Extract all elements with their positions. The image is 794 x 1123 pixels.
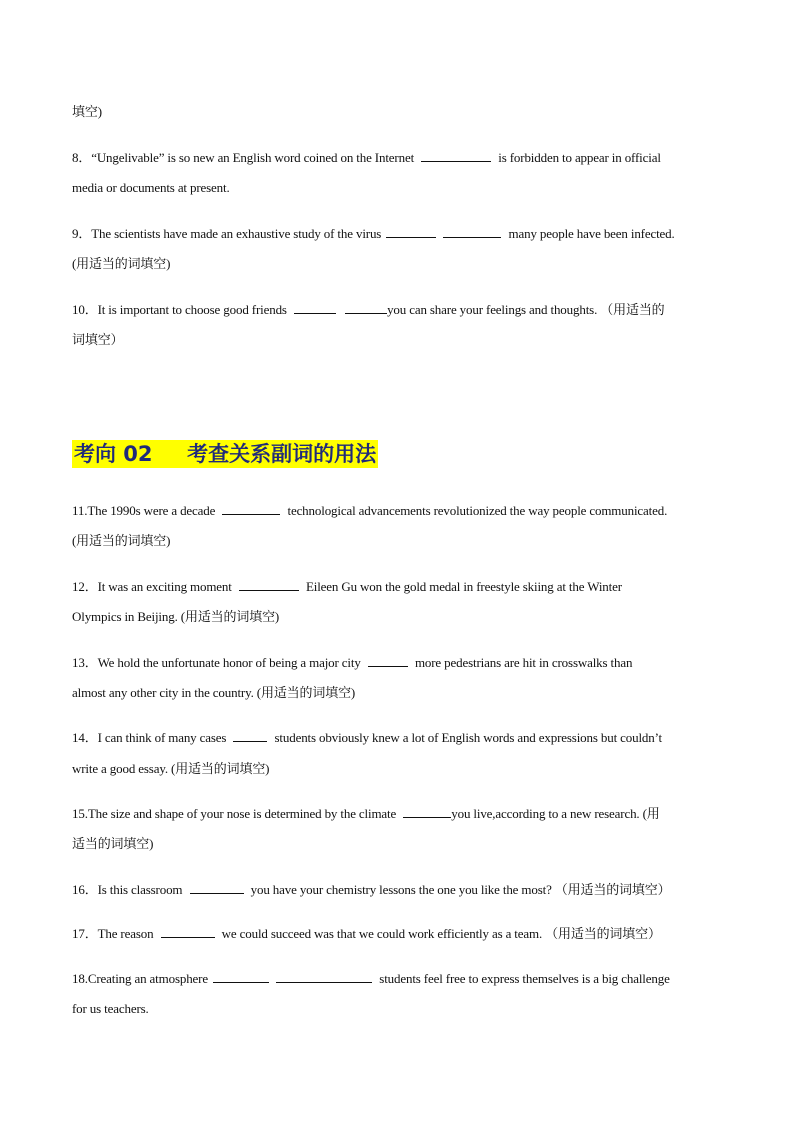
question-text: I can think of many cases [97,730,227,745]
question-text: The 1990s were a decade [87,503,216,518]
section-label: 考向 02 [74,442,153,466]
question-text: technological advancements revolutionized the way people communicated. [287,503,668,518]
question-text: students feel free to express themselves is a big challenge [379,971,670,986]
question-text: many people have been infected. [508,226,675,241]
answer-blank[interactable] [239,578,299,591]
question-12-cont: Olympics in Beijing. (用适当的词填空) [72,609,280,624]
question-8-cont: media or documents at present. [72,180,230,195]
answer-blank[interactable] [443,225,501,238]
question-number: 9． [72,226,92,241]
question-14-cont: write a good essay. (用适当的词填空) [72,761,270,776]
answer-blank[interactable] [276,970,372,983]
question-11-cont: (用适当的词填空) [72,533,171,548]
question-text: students obviously knew a lot of English words and expressions but couldn’t [274,730,663,745]
question-text: is forbidden to appear in official [498,150,661,165]
answer-blank[interactable] [403,805,451,818]
question-text: we could succeed was that we could work efficiently as a team. （用适当的词填空） [221,926,661,941]
question-number: 11. [72,503,88,518]
question-15-cont: 适当的词填空) [72,836,154,851]
question-9-cont: (用适当的词填空) [72,256,171,271]
answer-blank[interactable] [190,881,244,894]
question-text: Is this classroom [97,882,183,897]
question-text: you can share your feelings and thoughts. （用适当的 [387,302,665,317]
carryover-text: 填空) [72,104,102,119]
question-17 [72,925,661,942]
question-text: more pedestrians are hit in crosswalks than [414,655,633,670]
section-title: 考查关系副词的用法 [187,442,377,466]
question-text: The reason [97,926,154,941]
question-number: 15. [72,806,88,821]
question-10 [72,301,665,318]
question-text: It is important to choose good friends [97,302,287,317]
answer-blank[interactable] [161,925,215,938]
question-number: 8． [72,150,92,165]
question-8 [72,149,661,166]
answer-blank[interactable] [294,301,336,314]
answer-blank[interactable] [222,502,280,515]
answer-blank[interactable] [345,301,387,314]
question-18-cont: for us teachers. [72,1001,149,1016]
question-text: We hold the unfortunate honor of being a major city [97,655,361,670]
answer-blank[interactable] [421,149,491,162]
answer-blank[interactable] [368,654,408,667]
question-10-cont: 词填空） [72,332,124,347]
question-text: The scientists have made an exhaustive study of the virus [91,226,382,241]
question-text: The size and shape of your nose is determined by the climate [87,806,397,821]
question-text: “Ungelivable” is so new an English word coined on the Internet [91,150,415,165]
question-number: 17． [72,926,98,941]
question-number: 13． [72,655,98,670]
section-heading [72,440,378,468]
question-12 [72,578,622,595]
question-13-cont: almost any other city in the country. (用适当的词填空) [72,685,356,700]
question-number: 12． [72,579,98,594]
question-text: Eileen Gu won the gold medal in freestyle skiing at the Winter [305,579,622,594]
question-text: Creating an atmosphere [87,971,208,986]
question-text: It was an exciting moment [97,579,232,594]
question-11 [72,502,667,519]
question-18 [72,970,670,987]
answer-blank[interactable] [386,225,436,238]
question-13 [72,654,632,671]
question-number: 14． [72,730,98,745]
question-number: 10． [72,302,98,317]
question-text: you live,according to a new research. (用 [451,806,660,821]
question-16 [72,881,670,898]
question-text: you have your chemistry lessons the one you like the most? （用适当的词填空） [250,882,671,897]
question-number: 16． [72,882,98,897]
question-9 [72,225,675,242]
question-15 [72,805,660,822]
question-14 [72,729,662,746]
answer-blank[interactable] [233,729,267,742]
question-number: 18. [72,971,88,986]
answer-blank[interactable] [213,970,269,983]
